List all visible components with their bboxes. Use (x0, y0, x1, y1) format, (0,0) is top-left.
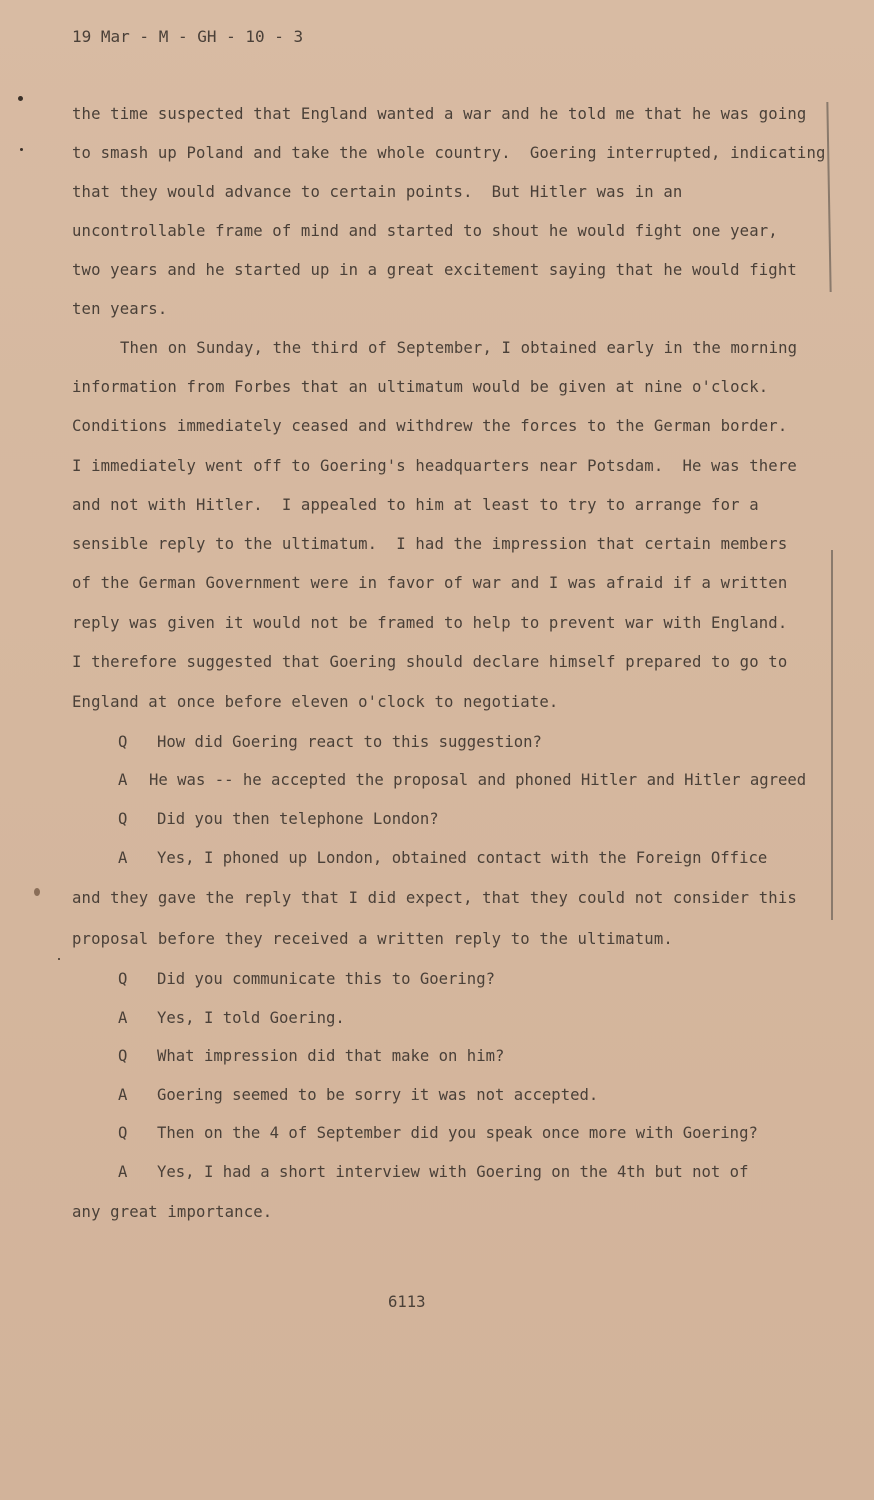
body-line: I immediately went off to Goering's headquarters near Potsdam. He was there (72, 457, 797, 475)
qa-text: Did you communicate this to Goering? (157, 970, 495, 988)
body-line: uncontrollable frame of mind and started to shout he would fight one year, (72, 222, 778, 240)
qa-marker: Q (118, 1124, 128, 1142)
body-line: proposal before they received a written reply to the ultimatum. (72, 930, 673, 948)
body-line: Then on Sunday, the third of September, I obtained early in the morning (120, 339, 798, 357)
qa-text: Yes, I had a short interview with Goering on the 4th but not of (157, 1163, 749, 1181)
margin-speck (58, 958, 60, 960)
body-line: reply was given it would not be framed to help to prevent war with England. (72, 614, 788, 632)
body-line: Conditions immediately ceased and withdrew the forces to the German border. (72, 417, 788, 435)
qa-marker: Q (118, 1047, 128, 1065)
page-number: 6113 (388, 1293, 426, 1311)
body-line: and they gave the reply that I did expect, that they could not consider this (72, 889, 797, 907)
qa-text: Yes, I phoned up London, obtained contact with the Foreign Office (157, 849, 768, 867)
body-line: of the German Government were in favor of war and I was afraid if a written (72, 574, 788, 592)
qa-text: Yes, I told Goering. (157, 1009, 345, 1027)
qa-marker: Q (118, 810, 128, 828)
document-header: 19 Mar - M - GH - 10 - 3 (72, 27, 304, 46)
body-line: the time suspected that England wanted a war and he told me that he was going (72, 105, 807, 123)
qa-marker: A (118, 1009, 128, 1027)
body-line: information from Forbes that an ultimatum would be given at nine o'clock. (72, 378, 769, 396)
body-line: ten years. (72, 300, 168, 318)
qa-marker: A (118, 771, 128, 789)
body-line: sensible reply to the ultimatum. I had the impression that certain members (72, 535, 788, 553)
qa-marker: A (118, 1086, 128, 1104)
body-line: I therefore suggested that Goering should declare himself prepared to go to (72, 653, 788, 671)
margin-speck (20, 148, 23, 151)
body-line: and not with Hitler. I appealed to him at least to try to arrange for a (72, 496, 759, 514)
qa-text: What impression did that make on him? (157, 1047, 505, 1065)
body-line: two years and he started up in a great excitement saying that he would fight (72, 261, 797, 279)
margin-speck (18, 96, 23, 101)
qa-marker: Q (118, 970, 128, 988)
qa-marker: A (118, 1163, 128, 1181)
margin-bracket (831, 550, 833, 920)
margin-bracket (826, 102, 831, 292)
body-line: any great importance. (72, 1203, 273, 1221)
qa-text: Then on the 4 of September did you speak once more with Goering? (157, 1124, 758, 1142)
qa-text: Did you then telephone London? (157, 810, 439, 828)
qa-marker: Q (118, 733, 128, 751)
body-line: England at once before eleven o'clock to negotiate. (72, 693, 559, 711)
body-line: that they would advance to certain points. But Hitler was in an (72, 183, 683, 201)
qa-text: How did Goering react to this suggestion? (157, 733, 542, 751)
qa-text: He was -- he accepted the proposal and phoned Hitler and Hitler agreed (149, 771, 807, 789)
body-line: to smash up Poland and take the whole country. Goering interrupted, indicating (72, 144, 826, 162)
margin-speck (34, 888, 40, 896)
qa-text: Goering seemed to be sorry it was not accepted. (157, 1086, 599, 1104)
qa-marker: A (118, 849, 128, 867)
